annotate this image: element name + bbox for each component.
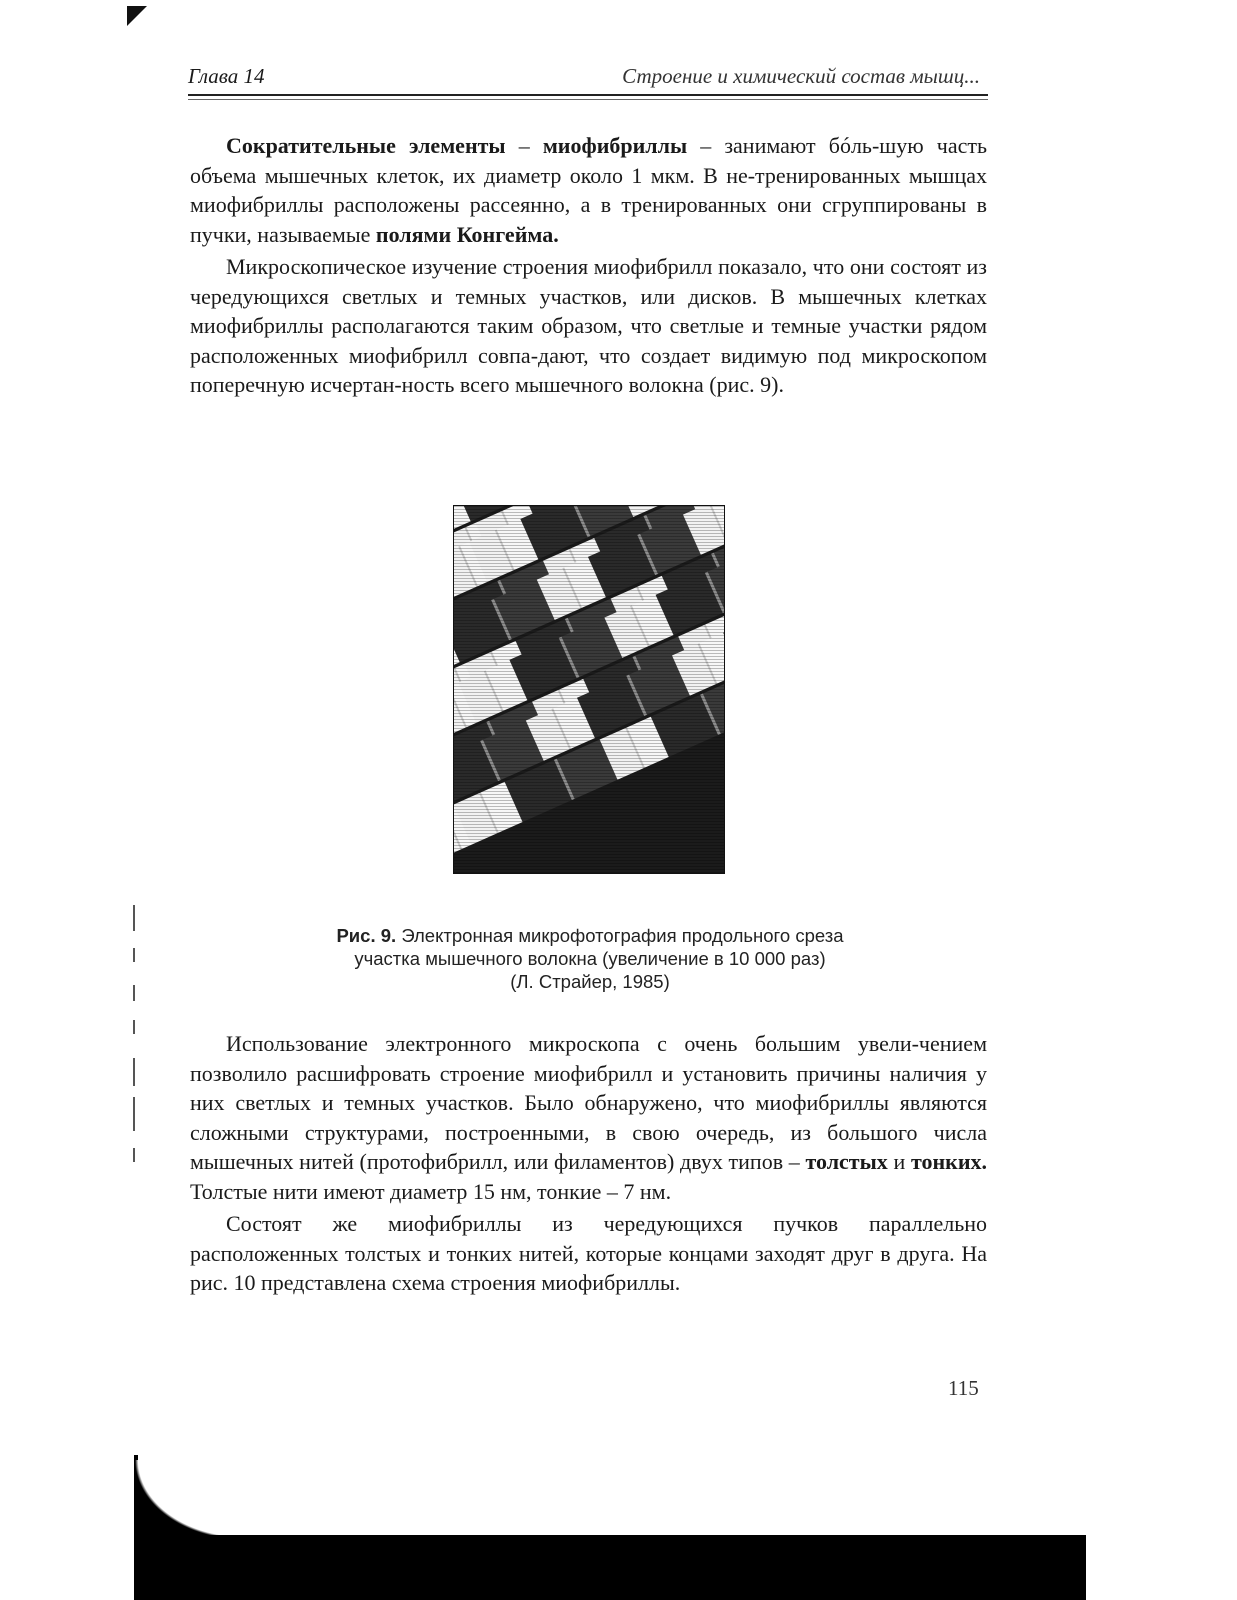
chapter-title: Глава 14 [188, 64, 265, 88]
bold-term: тонких. [910, 1149, 987, 1174]
text-block-bottom [190, 1029, 987, 1298]
micrograph-texture [454, 506, 724, 873]
bold-term: толстых [805, 1149, 888, 1174]
text-run: Микроскопическое изучение строения миофибрилл показало, что они состоят из чередующихся светлых и темных участков, или дисков. В мышечных клетках миофибриллы располагаются таким образом, что светлые и темные участки рядом расположенных миофибрилл совпа-дают, что создает видимую под микроскопом поперечную исчертан-ность всего мышечного волокна (рис. 9). [190, 254, 987, 397]
paragraph [190, 1029, 987, 1206]
caption-text-1: Электронная микрофотография продольного среза [396, 925, 844, 946]
bold-term: миофибриллы [542, 133, 688, 158]
caption-line-3: (Л. Страйер, 1985) [510, 971, 670, 992]
header-rule [188, 94, 988, 96]
scan-edge-curve [134, 1460, 244, 1540]
text-block-top [190, 131, 987, 400]
scan-shadow [134, 1535, 1086, 1600]
text-run: и [887, 1149, 911, 1174]
paragraph [190, 252, 987, 400]
margin-tick [133, 985, 135, 1001]
margin-tick [133, 948, 135, 962]
figure-caption [290, 924, 890, 993]
margin-tick [133, 1020, 135, 1034]
margin-tick [133, 1058, 135, 1086]
bold-term: полями Конгейма. [375, 221, 559, 247]
margin-tick [133, 1097, 135, 1131]
header-rule-thin [188, 99, 988, 100]
page-number: 115 [948, 1376, 979, 1400]
text-run: – занимают бóль-шую часть объема мышечных клеток, их диаметр около 1 мкм. В не-тренированных мышцах миофибриллы расположены рассеянно, а в тренированных они сгруппированы в пучки, называемые [190, 133, 987, 247]
caption-line-1 [290, 924, 890, 947]
section-title: Строение и химический состав мышц... [622, 64, 980, 88]
text-run: Использование электронного микроскопа с очень большим увели-чением позволило расшифровать строение миофибрилл и установить причины наличия у них светлых и темных участков. Было обнаружено, что миофибриллы являются сложными структурами, построенными, в свою очередь, из большого числа мышечных нитей (протофибрилл, или филаментов) двух типов – [190, 1031, 987, 1174]
paragraph [190, 1209, 987, 1298]
paragraph [190, 131, 987, 249]
corner-mark [127, 6, 147, 26]
caption-line-2: участка мышечного волокна (увеличение в 10 000 раз) [354, 948, 826, 969]
bold-term: Сократительные элементы [226, 133, 506, 158]
running-head [188, 64, 988, 94]
micrograph-image [453, 505, 725, 874]
text-run: Состоят же миофибриллы из чередующихся пучков параллельно расположенных толстых и тонких нитей, которые концами заходят друг в друга. На рис. 10 представлена схема строения миофибриллы. [190, 1211, 987, 1295]
text-run: – [505, 133, 543, 158]
text-run: Толстые нити имеют диаметр 15 нм, тонкие – 7 нм. [190, 1178, 672, 1204]
figure-label: Рис. 9. [336, 925, 397, 946]
margin-tick [133, 905, 135, 931]
margin-tick [133, 1148, 135, 1162]
